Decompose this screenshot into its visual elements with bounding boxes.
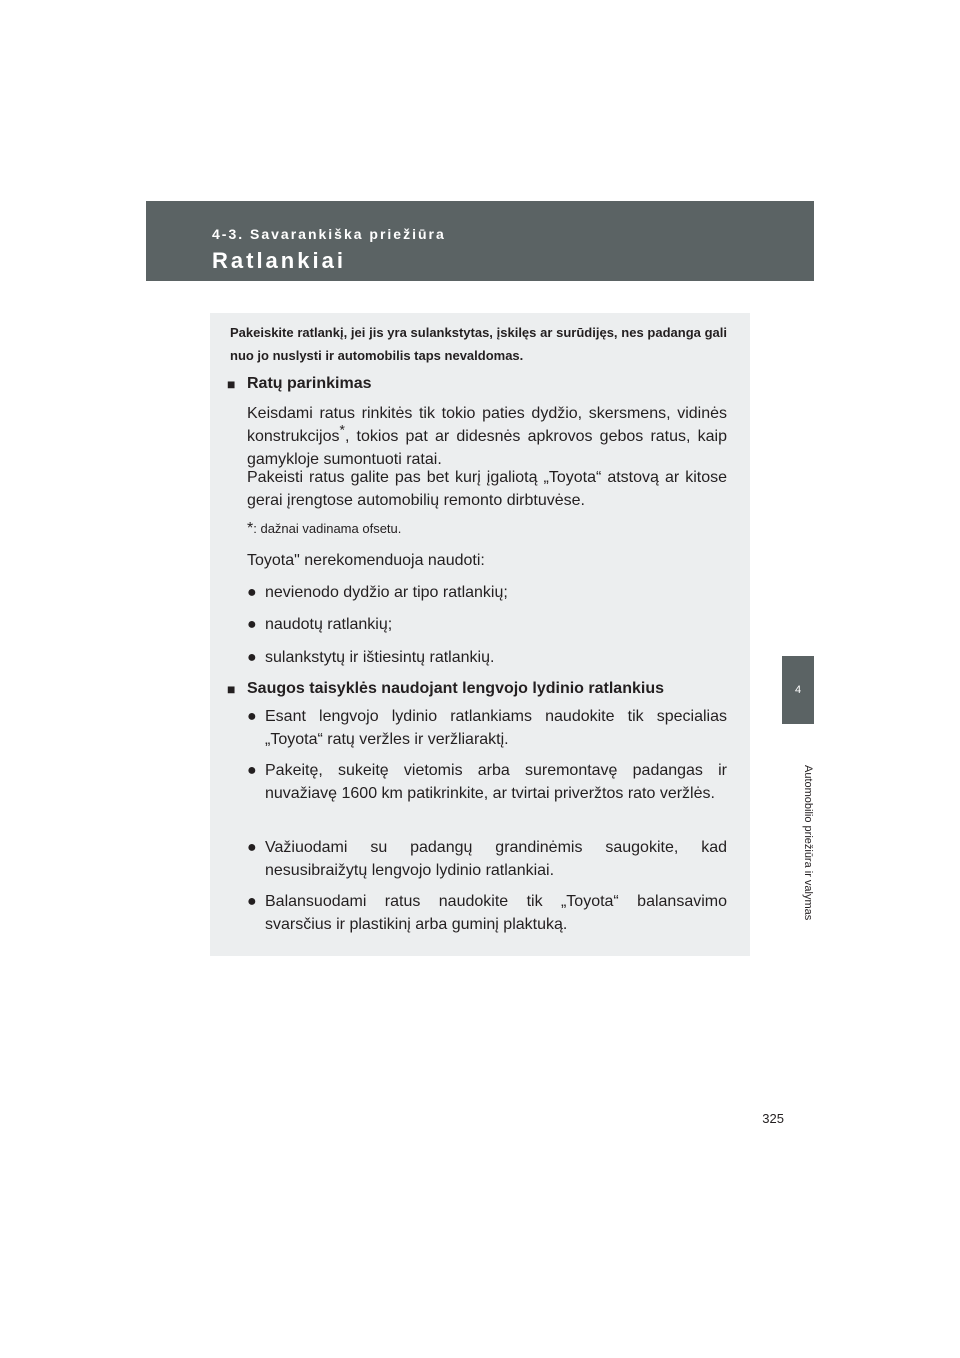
list-item [247, 836, 727, 882]
chapter-number: 4 [794, 684, 802, 696]
list-item [247, 581, 727, 604]
paragraph-dealer: Pakeisti ratus galite pas bet kurį įgaliotą „Toyota“ atstovą ar kitose gerai įrengtose automobilių remonto dirbtuvėse. [247, 469, 727, 509]
page-number: 325 [762, 1111, 784, 1126]
asterisk-marker: * [339, 421, 345, 438]
list-item-text: Pakeitę, sukeitę vietomis arba suremontavę padangas ir nuvažiavę 1600 km patikrinkite, ar tvirtai priveržtos rato veržlės. [265, 762, 727, 802]
asterisk-marker: * [247, 520, 254, 537]
heading-text: Ratų parinkimas [247, 375, 372, 392]
bullet-dot-icon: ● [247, 839, 257, 856]
list-item-text: nevienodo dydžio ar tipo ratlankių; [265, 584, 508, 601]
paragraph-text: , tokios pat ar didesnės apkrovos gebos ratus, kaip gamykloje sumontuoti ratai. [247, 428, 727, 468]
bullet-dot-icon: ● [247, 762, 257, 779]
footnote-text: : dažnai vadinama ofsetu. [253, 521, 402, 536]
heading-text: Saugos taisyklės naudojant lengvojo lydinio ratlankius [247, 680, 664, 697]
list-item-text: Esant lengvojo lydinio ratlankiams naudokite tik specialias „Toyota“ ratų veržles ir veržliaraktį. [265, 708, 727, 748]
bullet-dot-icon: ● [247, 616, 257, 633]
list-item [247, 646, 727, 669]
list-item [247, 705, 727, 751]
bullet-dot-icon: ● [247, 893, 257, 910]
paragraph-wheel-selection [247, 402, 727, 471]
chapter-header-band [146, 201, 814, 281]
list-item-text: sulankstytų ir ištiesintų ratlankių. [265, 649, 495, 666]
section-heading-alloy-safety [227, 678, 664, 700]
bullet-dot-icon: ● [247, 649, 257, 666]
page-title: Ratlankiai [212, 248, 346, 273]
footnote [247, 520, 727, 538]
section-heading-wheel-selection [227, 373, 371, 395]
list-item-text: naudotų ratlankių; [265, 616, 393, 633]
square-bullet-icon: ■ [227, 681, 236, 697]
list-item-text: Balansuodami ratus naudokite tik „Toyota“ balansavimo svarsčius ir plastikinį arba guminį plaktuką. [265, 893, 727, 933]
chapter-side-title: Automobilio priežiūra ir valymas [802, 765, 814, 921]
list-item [247, 613, 727, 636]
chapter-tab [782, 656, 814, 724]
paragraph-text: Keisdami ratus rinkitės tik tokio paties dydžio, skersmens, vidinės konstrukcijos [247, 405, 727, 445]
paragraph-not-recommended: Toyota" nerekomenduoja naudoti: [247, 552, 485, 569]
list-item [247, 890, 727, 936]
bullet-dot-icon: ● [247, 708, 257, 725]
bullet-dot-icon: ● [247, 584, 257, 601]
list-item [247, 759, 727, 805]
content-box [210, 313, 750, 956]
list-item-text: Važiuodami su padangų grandinėmis saugokite, kad nesusibraižytų lengvojo lydinio ratlankiai. [265, 839, 727, 879]
section-label: 4-3. Savarankiška priežiūra [212, 226, 446, 242]
square-bullet-icon: ■ [227, 376, 236, 392]
warning-text: Pakeiskite ratlankį, jei jis yra sulankstytas, įskilęs ar surūdijęs, nes padanga gali nuo jo nuslysti ir automobilis taps nevaldomas. [230, 325, 727, 363]
